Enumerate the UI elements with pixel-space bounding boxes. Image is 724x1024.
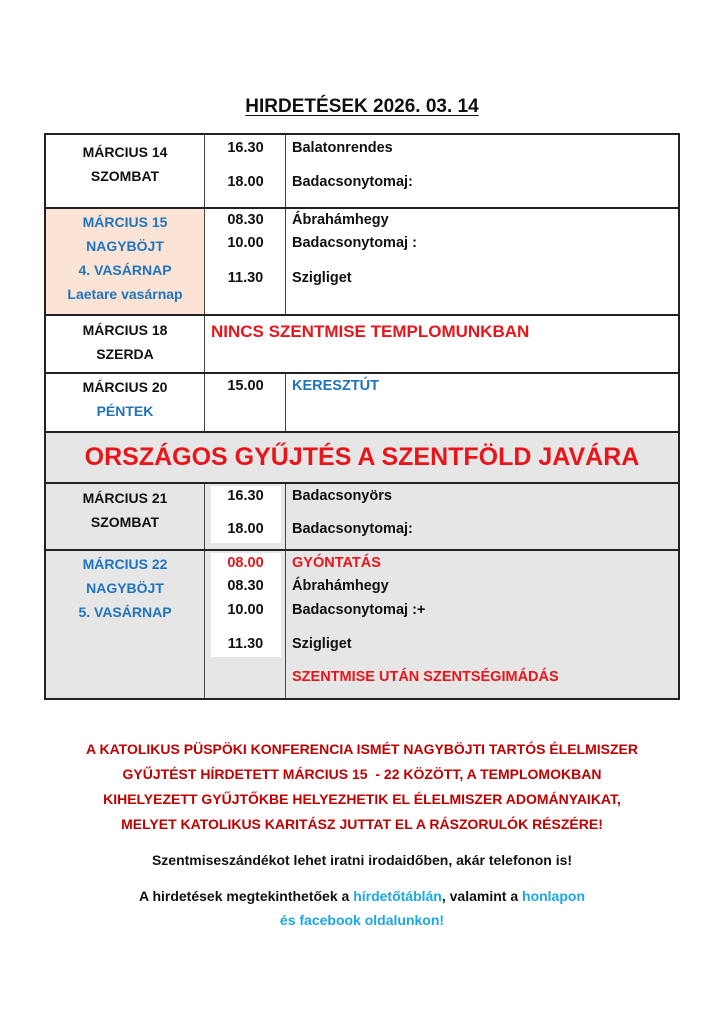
- table-row-march-15: [46, 207, 678, 315]
- time-cell: [205, 374, 286, 432]
- adoration-note: SZENTMISE UTÁN SZENTSÉGIMÁDÁS: [292, 669, 559, 685]
- schedule-table: [44, 133, 680, 700]
- viewing-text: A hirdetések megtekinthetőek a: [138, 888, 354, 904]
- time: 18.00: [227, 174, 264, 190]
- time: 16.30: [227, 488, 264, 504]
- place-cell: [286, 551, 678, 698]
- sunday-label: 5. VASÁRNAP: [78, 604, 172, 620]
- viewing-info: [0, 884, 724, 908]
- date-cell: [46, 551, 205, 698]
- date-label: MÁRCIUS 21: [82, 490, 168, 506]
- time: 08.00: [227, 555, 264, 571]
- time-cell: [205, 135, 286, 208]
- website-link[interactable]: honlapon: [522, 888, 586, 904]
- notice-board-link[interactable]: hírdetőtáblán: [353, 888, 442, 904]
- place: Ábrahámhegy: [292, 578, 389, 594]
- mass-intention-info: Szentmiseszándékot lehet iratni irodaidőben, akár telefonon is!: [151, 852, 573, 868]
- place-cell: [286, 135, 678, 208]
- date-label: MÁRCIUS 18: [82, 322, 168, 338]
- sunday-name: Laetare vasárnap: [67, 286, 183, 302]
- page-title: HIRDETÉSEK 2026. 03. 14: [245, 96, 479, 117]
- table-row-banner: [46, 431, 678, 483]
- date-cell: [46, 484, 205, 550]
- date-cell: [46, 374, 205, 432]
- time-cell: [205, 209, 286, 315]
- place-cell: [286, 484, 678, 550]
- season-label: NAGYBÖJT: [86, 580, 164, 596]
- place: Badacsonytomaj :+: [292, 602, 426, 618]
- food-collection-notice: [0, 737, 724, 837]
- table-row-march-22: [46, 549, 678, 698]
- place: Szigliget: [292, 636, 352, 652]
- weekday-label: PÉNTEK: [96, 403, 154, 419]
- table-row-march-20: [46, 372, 678, 432]
- weekday-label: SZERDA: [96, 346, 154, 362]
- date-label: MÁRCIUS 14: [82, 144, 168, 160]
- notice-line: A KATOLIKUS PÜSPÖKI KONFERENCIA ISMÉT NAGYBÖJTI TARTÓS ÉLELMISZER: [86, 741, 638, 757]
- place: Badacsonyörs: [292, 488, 392, 504]
- time: 11.30: [227, 636, 264, 652]
- time: 08.30: [227, 212, 264, 228]
- place: Badacsonytomaj:: [292, 174, 413, 190]
- facebook-link[interactable]: és facebook oldalunkon!: [279, 912, 445, 928]
- place: Ábrahámhegy: [292, 212, 389, 228]
- place-cell: [286, 209, 678, 315]
- notice-line: KIHELYEZETT GYŰJTŐKBE HELYEZHETIK EL ÉLELMISZER ADOMÁNYAIKAT,: [103, 791, 621, 807]
- time: 11.30: [227, 270, 264, 286]
- sunday-label: 4. VASÁRNAP: [78, 262, 172, 278]
- time-cell: [205, 551, 286, 698]
- notice-cell: [205, 316, 678, 373]
- place: Szigliget: [292, 270, 352, 286]
- time: 10.00: [227, 602, 264, 618]
- weekday-label: SZOMBAT: [90, 514, 160, 530]
- place-cell: [286, 374, 678, 432]
- date-label: MÁRCIUS 22: [82, 556, 168, 572]
- date-label: MÁRCIUS 20: [82, 379, 168, 395]
- time: 18.00: [227, 521, 264, 537]
- date-cell: [46, 209, 205, 315]
- time: 15.00: [227, 378, 264, 394]
- notice-line: GYŰJTÉST HÍRDETETT MÁRCIUS 15 - 22 KÖZÖTT, A TEMPLOMOKBAN: [122, 766, 602, 782]
- place: Balatonrendes: [292, 140, 393, 156]
- collection-banner: ORSZÁGOS GYŰJTÉS A SZENTFÖLD JAVÁRA: [84, 443, 640, 471]
- weekday-label: SZOMBAT: [90, 168, 160, 184]
- place: KERESZTÚT: [292, 378, 379, 394]
- place: Badacsonytomaj :: [292, 235, 417, 251]
- no-mass-notice: NINCS SZENTMISE TEMPLOMUNKBAN: [211, 322, 530, 341]
- time: 16.30: [227, 140, 264, 156]
- viewing-text-mid: , valamint a: [441, 888, 523, 904]
- table-row-march-21: [46, 482, 678, 550]
- season-label: NAGYBÖJT: [86, 238, 164, 254]
- table-row-march-14: [46, 135, 678, 208]
- date-label: MÁRCIUS 15: [82, 214, 168, 230]
- place: GYÓNTATÁS: [292, 555, 381, 571]
- date-cell: [46, 316, 205, 373]
- date-cell: [46, 135, 205, 208]
- notice-line: MELYET KATOLIKUS KARITÁSZ JUTTAT EL A RÁSZORULÓK RÉSZÉRE!: [121, 816, 603, 832]
- time: 10.00: [227, 235, 264, 251]
- time: 08.30: [227, 578, 264, 594]
- table-row-march-18: [46, 314, 678, 373]
- place: Badacsonytomaj:: [292, 521, 413, 537]
- time-cell: [205, 484, 286, 550]
